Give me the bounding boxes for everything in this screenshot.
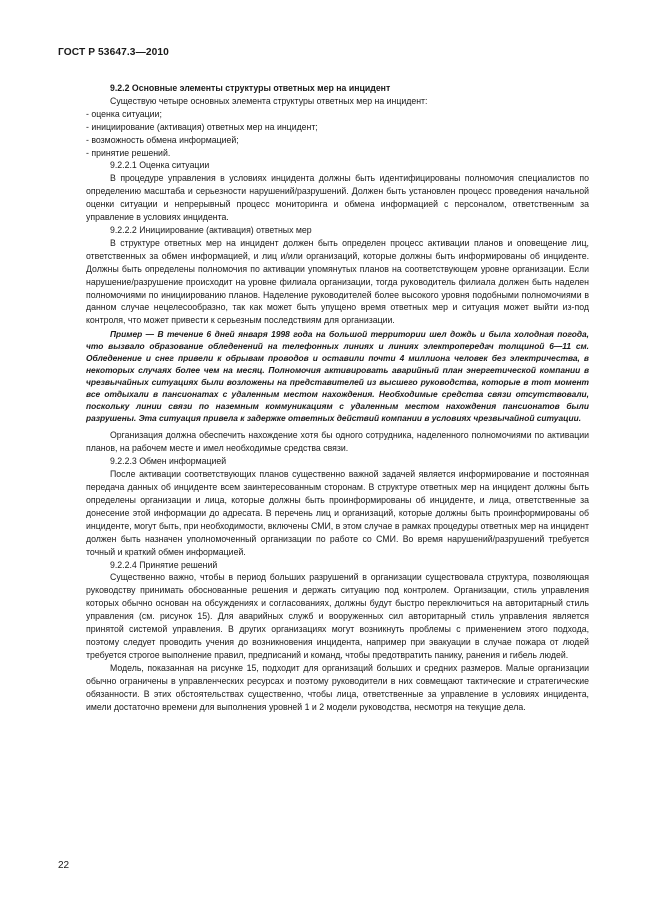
document-code-header: ГОСТ Р 53647.3—2010 bbox=[58, 47, 169, 58]
section-heading: 9.2.2 Основные элементы структуры ответных мер на инцидент bbox=[110, 83, 391, 93]
subsection-title-information-exchange: 9.2.2.3 Обмен информацией bbox=[110, 456, 227, 467]
subsection-title-decision-making: 9.2.2.4 Принятие решений bbox=[110, 559, 218, 570]
subsection-title-activation: 9.2.2.2 Инициирование (активация) ответных мер bbox=[110, 224, 312, 235]
page-number: 22 bbox=[58, 860, 70, 871]
list-item: - возможность обмена информацией; bbox=[86, 134, 239, 145]
paragraph-activation-requirement: Организация должна обеспечить нахождение хотя бы одного сотрудника, наделенного полномочиями по активации планов, на рабочем месте и имел необходимые средства связи. bbox=[86, 430, 589, 454]
list-item: - инициирование (активация) ответных мер на инцидент; bbox=[86, 121, 318, 132]
paragraph-information-exchange: После активации соответствующих планов существенно важной задачей является информирование и постоянная передача данных об инциденте всем заинтересованным сторонам. В структуре ответных мер на инцидент должны быть определены организации и лица, которые должны быть проинформированы об инциденте, и лица, ответственные за донесение этой информации до адресата. В перечень лиц и организаций, которые должны быть проинформированы об инциденте, могут быть, при необходимости, включены СМИ, в этом случае в рамках процедуры ответных мер на инцидент должен быть назначен уполномоченный организации по работе со СМИ. Во время нарушений/разрушений требуется точный и краткий обмен информацией. bbox=[86, 469, 589, 557]
paragraph-assessment: В процедуре управления в условиях инцидента должны быть идентифицированы полномочия специалистов по определению масштаба и серьезности нарушений/разрушений. Должен быть установлен процесс проведения начальной оценки ситуации и непрерывный процесс мониторинга и обмена информацией с персоналом, ответственным за управление в условиях инцидента. bbox=[86, 173, 589, 223]
list-item: - оценка ситуации; bbox=[86, 108, 162, 119]
section-intro: Существую четыре основных элемента структуры ответных мер на инцидент: bbox=[110, 95, 428, 106]
list-item: - принятие решений. bbox=[86, 147, 171, 158]
paragraph-decision-making: Существенно важно, чтобы в период больших разрушений в организации существовала структура, позволяющая руководству принимать обоснованные решения и держать ситуацию под контролем. Организации, стиль управления которых обычно основан на обсуждениях и согласованиях, должны будут быстро переключиться на авторитарный стиль управления (см. рисунок 15). Для аварийных служб и вооруженных сил авторитарный стиль управления является принятой системой управления. В других организациях могут возникнуть проблемы с применением этого подхода, поэтому следует проводить учения до возникновения инцидента, например при эвакуации в случае пожара от людей требуется строгое выполнение правил, предписаний и команд, чтобы предотвратить панику, ранения и гибель людей. bbox=[86, 572, 589, 660]
paragraph-activation: В структуре ответных мер на инцидент должен быть определен процесс активации планов и оповещение лиц, ответственных за обмен информацией, и лиц и/или организаций, которые должны быть информированы об инциденте. Должны быть определены полномочия по активации упомянутых планов на соответствующем уровне организации. Если нарушение/разрушение происходит на уровне филиала организации, тогда руководитель филиала должен быть наделен полномочиями по инициированию планов. Наделение руководителей более высокого уровня подобными полномочиями в данном случае нецелесообразно, так как может быть упущено время ответных мер и ситуация может выйти из-под контроля, что может привести к серьезным последствиям для организации. bbox=[86, 237, 589, 326]
subsection-title-assessment: 9.2.2.1 Оценка ситуации bbox=[110, 160, 210, 171]
paragraph-model-size: Модель, показанная на рисунке 15, подходит для организаций больших и средних размеров. Малые организации обычно ограничены в управленческих ресурсах и поэтому руководители в них совмещают тактические и стратегические обязанности. В этих обстоятельствах существенно, чтобы лица, ответственные за управление в условиях инцидента, имели достаточно времени для выполнения уровней 1 и 2 модели руководства, несмотря на текущие дела. bbox=[86, 662, 589, 712]
section-body bbox=[86, 82, 589, 713]
example-note: Пример — В течение 6 дней января 1998 года на большой территории шел дождь и была холодная погода, что вызвало образование обледенений на телефонных линиях и линиях электропередач толщиной 6—11 см. Обледенение и снег привели к обрывам проводов и оставили почти 4 миллиона человек без электричества, в некоторых случаях более чем на месяц. Полномочия активировать аварийный план энергетической компании в чрезвычайных ситуациях были возложены на представителей из высшего руководства, которые в тот момент все отдыхали в пансионатах с удаленным местом нахождения. Необходимые средства связи отсутствовали, поскольку линии связи по наземным коммуникациям с удаленным местом нахождения пансионатов были разрушены. Эта ситуация привела к задержке ответных действий компании в условиях чрезвычайной ситуации. bbox=[86, 329, 589, 423]
